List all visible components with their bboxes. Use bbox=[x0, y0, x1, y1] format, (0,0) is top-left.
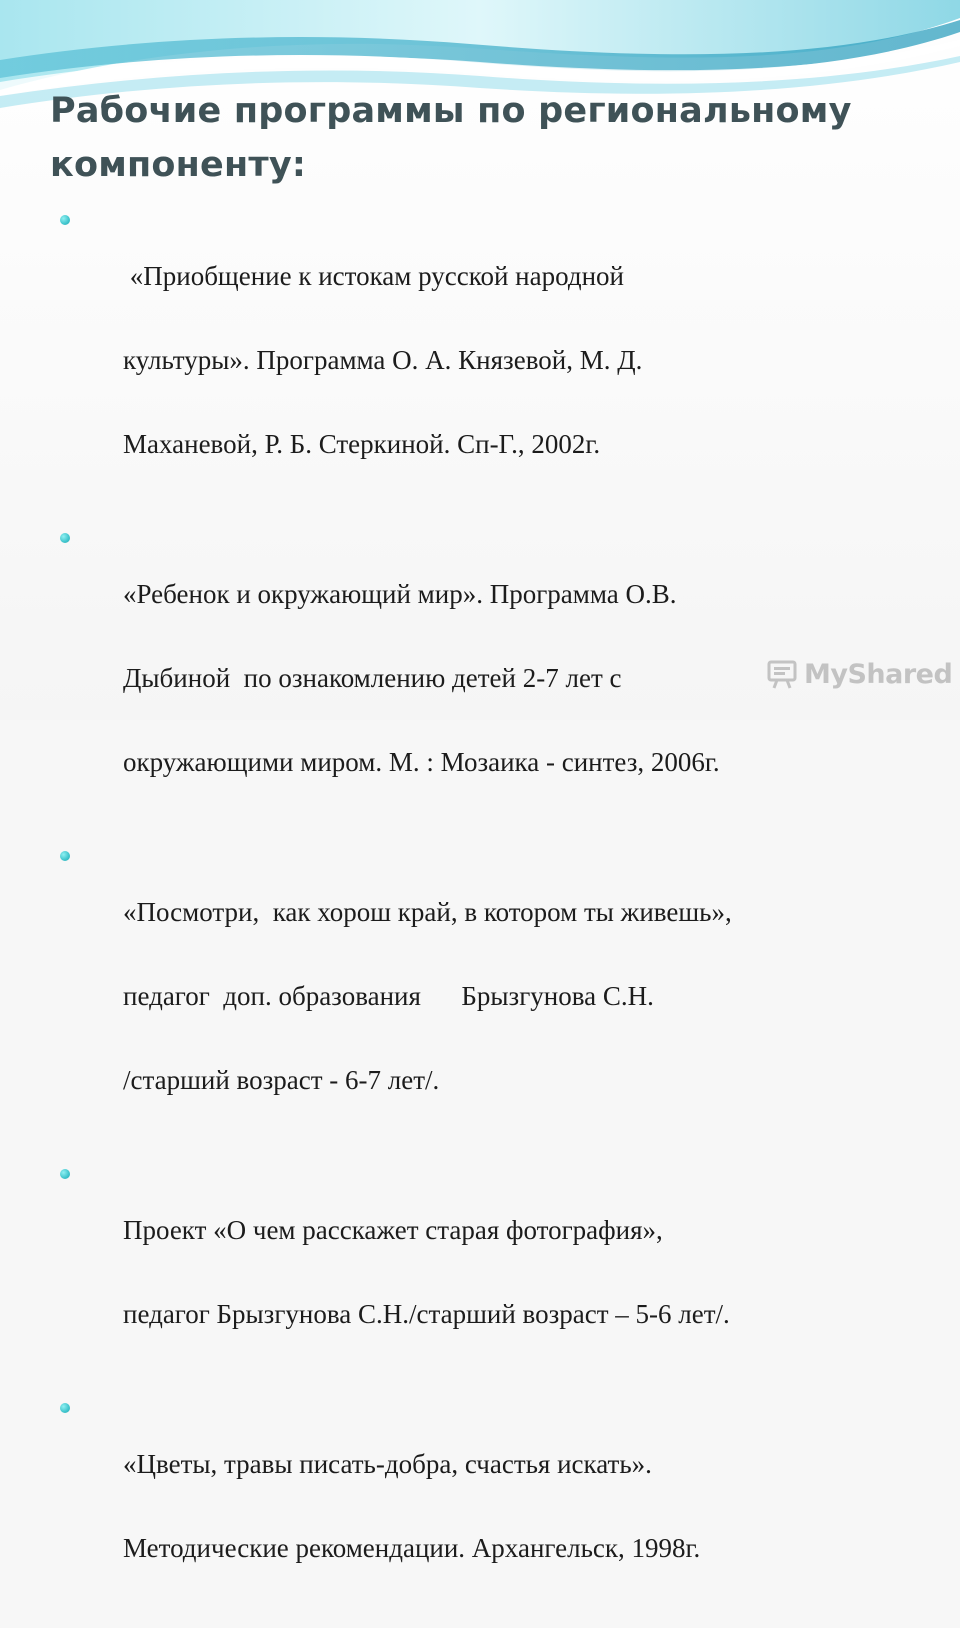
list-item bbox=[58, 842, 938, 1150]
list-item-line: «Приобщение к истокам русской народной bbox=[123, 261, 624, 291]
list-item-line: «Цветы, травы писать-добра, счастья искать». bbox=[123, 1449, 652, 1479]
list-item-text bbox=[123, 1160, 938, 1384]
list-item bbox=[58, 1394, 938, 1618]
slide-title-line-2: компоненту: bbox=[50, 145, 307, 185]
slide-title-line-1: Рабочие программы по региональному bbox=[50, 91, 852, 131]
list-item-line: окружающими миром. М. : Мозаика - синтез, 2006г. bbox=[123, 747, 720, 777]
bullet-dot-icon bbox=[60, 1169, 70, 1179]
list-item-line: «Ребенок и окружающий мир». Программа О.В. bbox=[123, 579, 677, 609]
slide-title bbox=[50, 84, 930, 192]
list-item-line: педагог доп. образования Брызгунова С.Н. bbox=[123, 981, 654, 1011]
bullet-dot-icon bbox=[60, 1403, 70, 1413]
list-item-line: Методические рекомендации. Архангельск, 1998г. bbox=[123, 1533, 701, 1563]
list-item-text bbox=[123, 206, 938, 514]
presentation-board-icon bbox=[766, 658, 798, 690]
list-item-line: «Посмотри, как хорош край, в котором ты живешь», bbox=[123, 897, 732, 927]
list-item-line: Маханевой, Р. Б. Стеркиной. Сп-Г., 2002г. bbox=[123, 429, 601, 459]
bullet-list bbox=[58, 206, 938, 1628]
watermark-logo bbox=[766, 656, 952, 692]
list-item-line: культуры». Программа О. А. Князевой, М. Д. bbox=[123, 345, 643, 375]
list-item bbox=[58, 1160, 938, 1384]
list-item-text bbox=[123, 842, 938, 1150]
bullet-dot-icon bbox=[60, 533, 70, 543]
list-item-line: Дыбиной по ознакомлению детей 2-7 лет с bbox=[123, 663, 622, 693]
bullet-dot-icon bbox=[60, 215, 70, 225]
list-item-line: /старший возраст - 6-7 лет/. bbox=[123, 1065, 440, 1095]
list-item-line: Проект «О чем расскажет старая фотография», bbox=[123, 1215, 663, 1245]
list-item-line: педагог Брызгунова С.Н./старший возраст – 5-6 лет/. bbox=[123, 1299, 730, 1329]
bullet-dot-icon bbox=[60, 851, 70, 861]
list-item bbox=[58, 206, 938, 514]
list-item-text bbox=[123, 1394, 938, 1618]
watermark-text: MyShared bbox=[804, 658, 953, 690]
